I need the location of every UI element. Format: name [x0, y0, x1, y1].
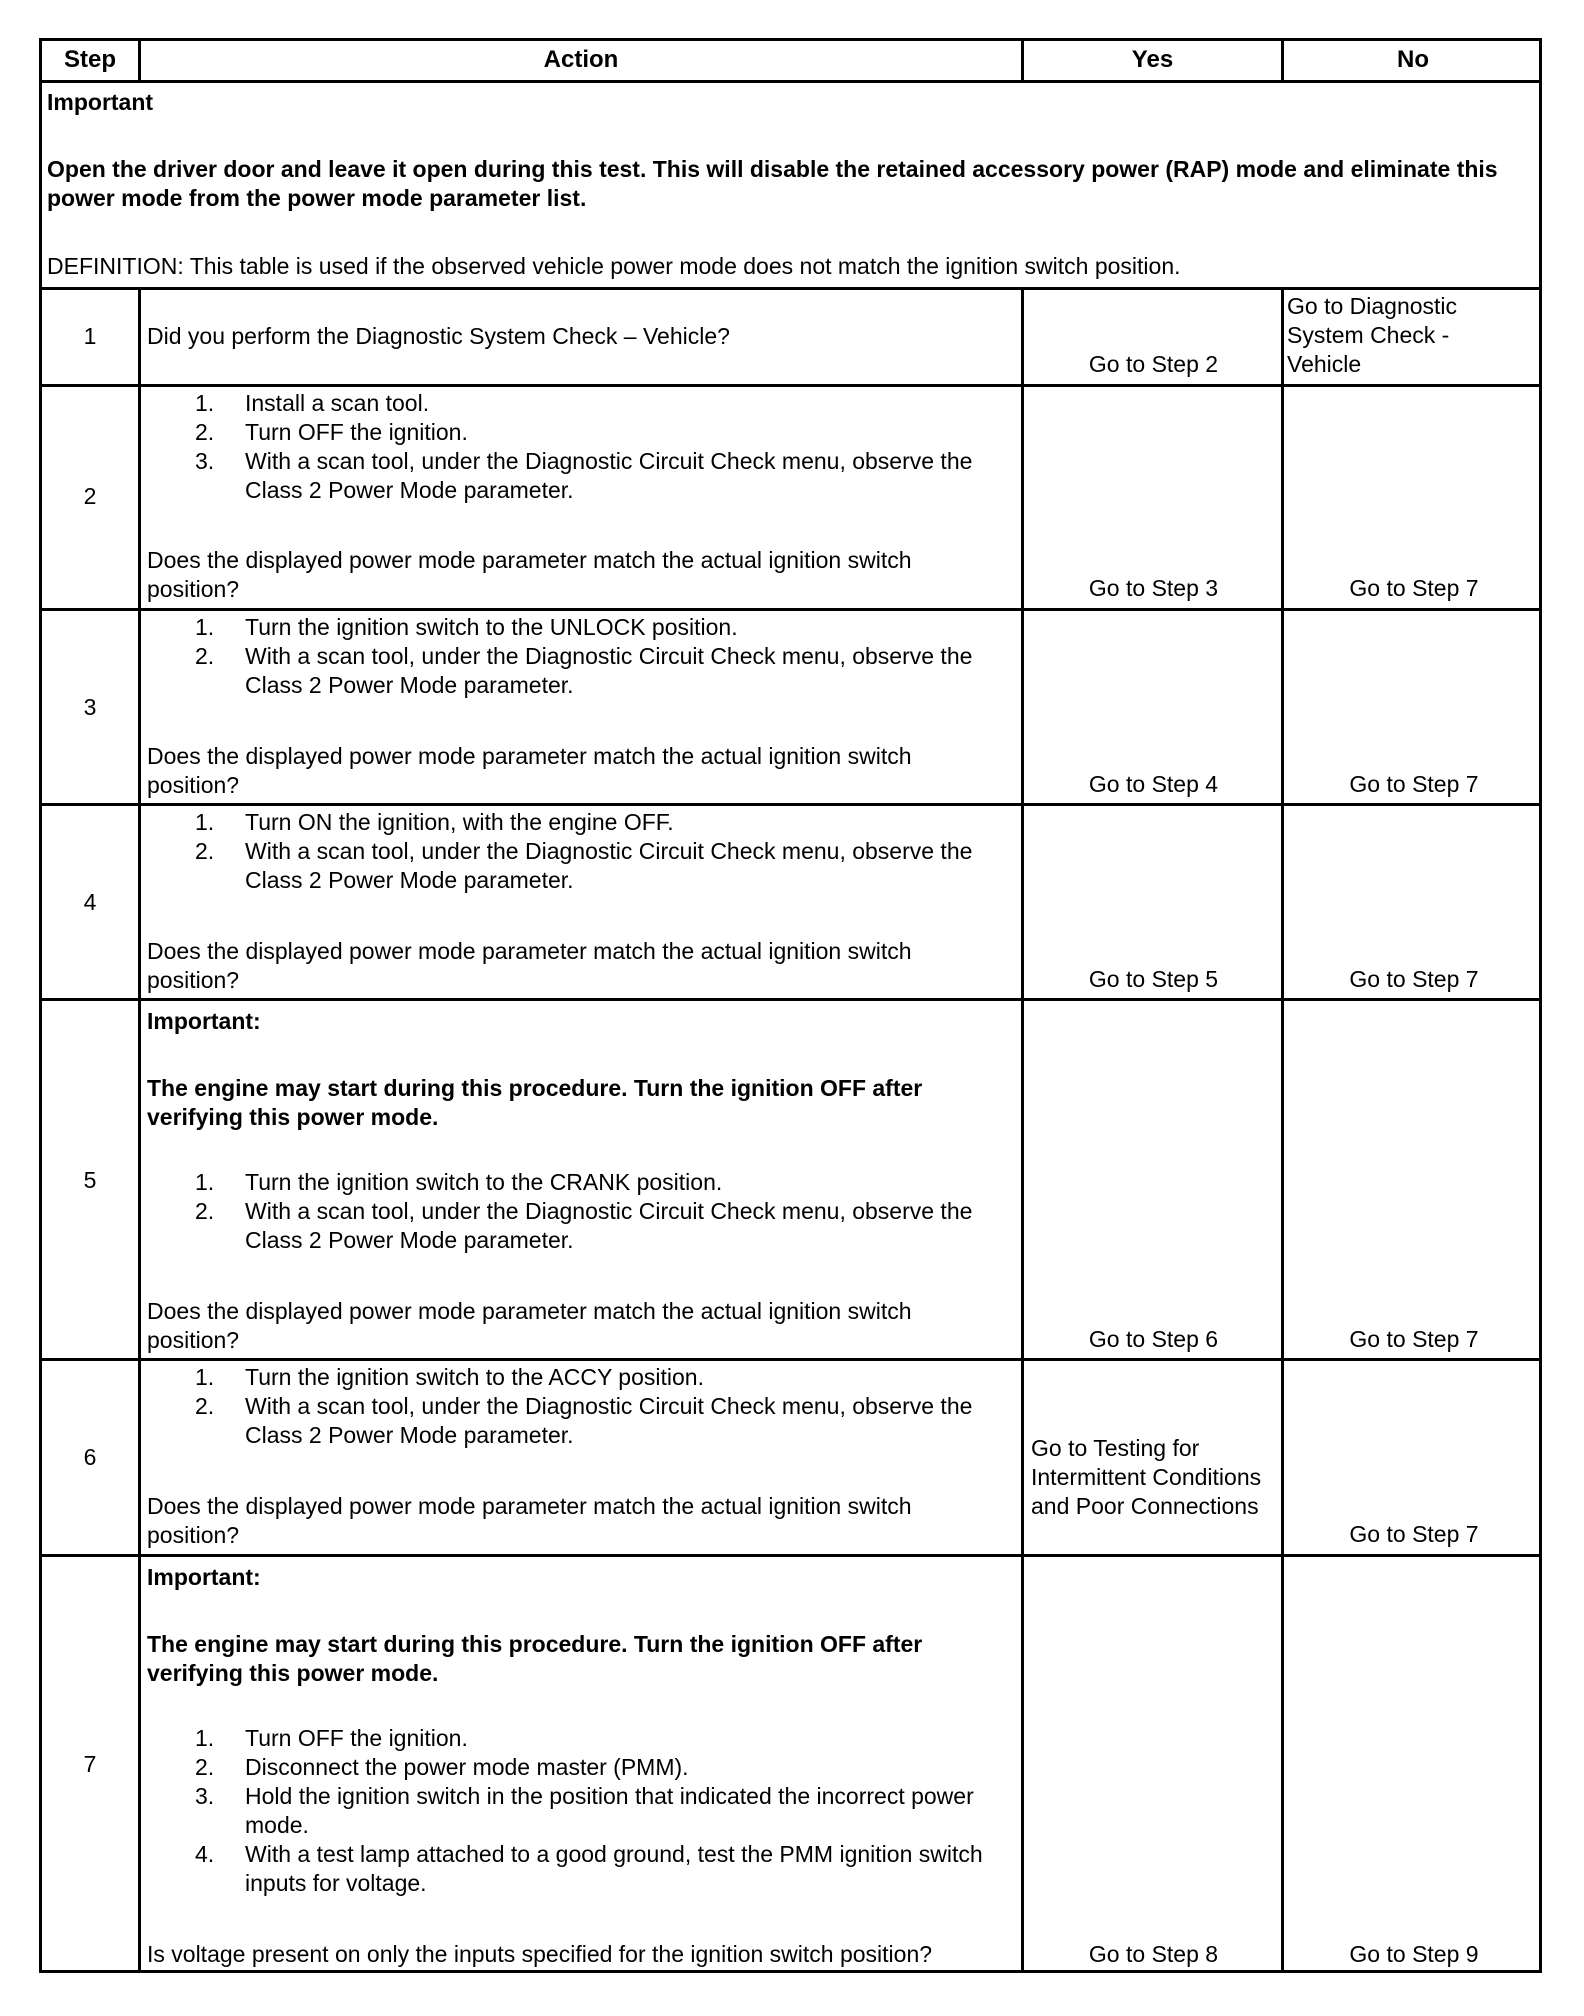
list-item: 1. Turn the ignition switch to the UNLOCK position.: [195, 614, 738, 640]
column-divider: [1021, 287, 1024, 1970]
row-divider: [42, 998, 1539, 1001]
yes-action: Go to Step 4: [1088, 771, 1219, 797]
row-divider: [42, 287, 1539, 290]
list-item: 1. Turn OFF the ignition.: [195, 1725, 468, 1751]
step-number: 5: [83, 1167, 97, 1193]
row-divider: [42, 1554, 1539, 1557]
step-question: Is voltage present on only the inputs specified for the ignition switch position?: [147, 1941, 933, 1967]
intro-definition: DEFINITION: This table is used if the observed vehicle power mode does not match the ignition switch position.: [47, 253, 1181, 279]
yes-action: Go to Step 5: [1088, 966, 1219, 992]
step-number: 3: [83, 694, 97, 720]
list-item: 3. With a scan tool, under the Diagnostic Circuit Check menu, observe the Class 2 Power Mode parameter.: [195, 448, 973, 503]
no-action: Go to Step 7: [1349, 966, 1479, 992]
list-item: 3. Hold the ignition switch in the position that indicated the incorrect power mode.: [195, 1783, 974, 1838]
no-action: Go to Step 7: [1349, 1521, 1479, 1547]
instruction-list: [147, 808, 1017, 895]
important-label: Important:: [147, 1008, 261, 1034]
step-question: Does the displayed power mode parameter match the actual ignition switch position?: [147, 743, 912, 798]
list-item: 1. Turn ON the ignition, with the engine OFF.: [195, 809, 674, 835]
instruction-list: [147, 613, 1017, 700]
step-question: Did you perform the Diagnostic System Check – Vehicle?: [147, 323, 730, 349]
step-question: Does the displayed power mode parameter match the actual ignition switch position?: [147, 1298, 912, 1353]
step-question: Does the displayed power mode parameter match the actual ignition switch position?: [147, 1493, 912, 1548]
row-divider: [42, 384, 1539, 387]
header-no: No: [1397, 46, 1429, 73]
no-action: Go to Step 9: [1349, 1941, 1479, 1967]
instruction-list: [147, 389, 1017, 505]
list-item: 2. Turn OFF the ignition.: [195, 419, 468, 445]
column-divider: [138, 287, 141, 1970]
list-item: 2. With a scan tool, under the Diagnostic Circuit Check menu, observe the Class 2 Power Mode parameter.: [195, 1198, 973, 1253]
step-number: 2: [83, 483, 97, 509]
yes-action: Go to Testing for Intermittent Conditions and Poor Connections: [1031, 1435, 1262, 1519]
diagnostic-table: [39, 38, 1542, 1973]
instruction-list: [147, 1363, 1017, 1450]
header-divider: [42, 80, 1539, 83]
list-item: 2. With a scan tool, under the Diagnostic Circuit Check menu, observe the Class 2 Power Mode parameter.: [195, 838, 973, 893]
step-number: 1: [83, 323, 97, 349]
list-item: 1. Install a scan tool.: [195, 390, 430, 416]
step-number: 6: [83, 1444, 97, 1470]
list-item: 2. With a scan tool, under the Diagnostic Circuit Check menu, observe the Class 2 Power Mode parameter.: [195, 643, 973, 698]
list-item: 4. With a test lamp attached to a good ground, test the PMM ignition switch inputs for voltage.: [195, 1841, 983, 1896]
step-number: 4: [83, 889, 97, 915]
column-divider: [1281, 287, 1284, 1970]
header-action: Action: [543, 46, 619, 73]
engine-warning: The engine may start during this procedure. Turn the ignition OFF after verifying this power mode.: [147, 1631, 923, 1686]
step-question: Does the displayed power mode parameter match the actual ignition switch position?: [147, 938, 912, 993]
yes-action: Go to Step 6: [1088, 1326, 1219, 1352]
step-number: 7: [83, 1751, 97, 1777]
intro-important-label: Important: [47, 89, 154, 115]
important-label: Important:: [147, 1564, 261, 1590]
row-divider: [42, 1358, 1539, 1361]
instruction-list: [147, 1168, 1017, 1255]
instruction-list: [147, 1724, 1017, 1898]
yes-action: Go to Step 2: [1088, 351, 1219, 377]
list-item: 2. With a scan tool, under the Diagnostic Circuit Check menu, observe the Class 2 Power Mode parameter.: [195, 1393, 973, 1448]
header-yes: Yes: [1131, 46, 1174, 73]
header-step: Step: [63, 46, 116, 73]
list-item: 1. Turn the ignition switch to the ACCY position.: [195, 1364, 704, 1390]
step-question: Does the displayed power mode parameter match the actual ignition switch position?: [147, 547, 912, 602]
no-action: Go to Step 7: [1349, 1326, 1479, 1352]
yes-action: Go to Step 8: [1088, 1941, 1219, 1967]
list-item: 2. Disconnect the power mode master (PMM).: [195, 1754, 689, 1780]
yes-action: Go to Step 3: [1088, 575, 1219, 601]
engine-warning: The engine may start during this procedure. Turn the ignition OFF after verifying this power mode.: [147, 1075, 923, 1130]
row-divider: [42, 608, 1539, 611]
intro-warning: Open the driver door and leave it open during this test. This will disable the retained accessory power (RAP) mode and eliminate this power mode from the power mode parameter list.: [47, 156, 1498, 211]
no-action: Go to Step 7: [1349, 771, 1479, 797]
no-action: Go to Diagnostic System Check - Vehicle: [1287, 293, 1458, 377]
row-divider: [42, 803, 1539, 806]
no-action: Go to Step 7: [1349, 575, 1479, 601]
list-item: 1. Turn the ignition switch to the CRANK position.: [195, 1169, 723, 1195]
